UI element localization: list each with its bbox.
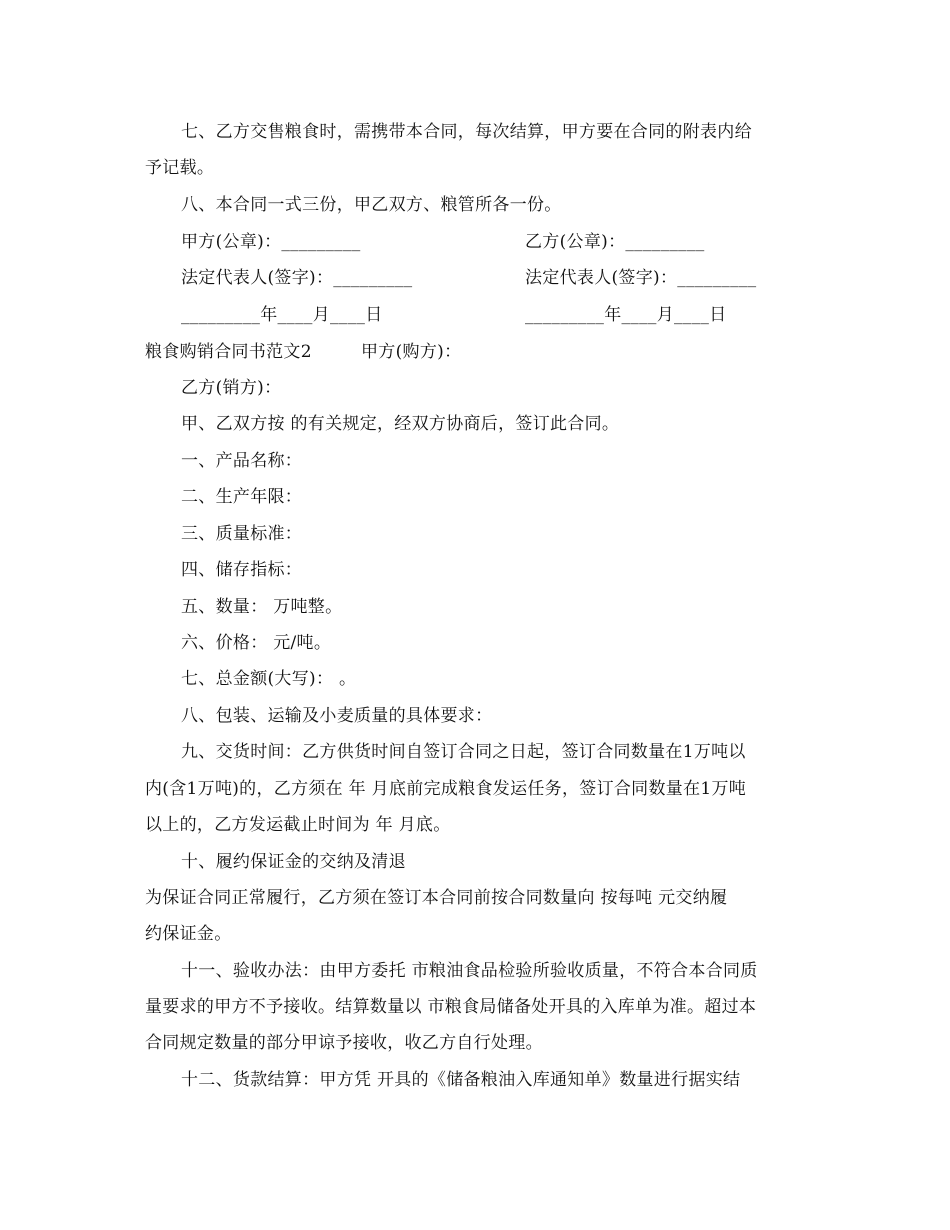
acceptance-line-3: 合同规定数量的部分甲谅予接收，收乙方自行处理。 [145, 1033, 543, 1053]
seller-label: 乙方(销方)： [181, 378, 282, 398]
section-7-line-2: 予记载。 [145, 158, 215, 178]
acceptance-line-1: 十一、验收办法：由甲方委托 市粮油食品检验所验收质量，不符合本合同质 [181, 961, 758, 981]
contract-intro: 甲、乙双方按 的有关规定，经双方协商后，签订此合同。 [181, 414, 620, 434]
item-packaging-requirements: 八、包装、运输及小麦质量的具体要求： [181, 706, 493, 726]
party-a-seal: 甲方(公章)：_________ [181, 232, 361, 252]
party-b-representative: 法定代表人(签字)：_________ [525, 268, 757, 288]
party-a-representative: 法定代表人(签字)：_________ [181, 268, 413, 288]
item-price: 六、价格： 元/吨。 [181, 633, 332, 653]
party-b-date: _________年____月____日 [525, 305, 727, 325]
item-total-amount: 七、总金额(大写)： 。 [181, 669, 357, 689]
item-product-name: 一、产品名称： [181, 451, 303, 471]
item-storage-index: 四、储存指标： [181, 560, 303, 580]
section-8: 八、本合同一式三份，甲乙双方、粮管所各一份。 [181, 195, 562, 215]
party-a-date: _________年____月____日 [181, 305, 383, 325]
delivery-line-3: 以上的，乙方发运截止时间为 年 月底。 [145, 815, 451, 835]
contract-2-heading: 粮食购销合同书范文2 [145, 342, 312, 362]
deposit-line-1: 为保证合同正常履行，乙方须在签订本合同前按合同数量向 按每吨 元交纳履 [145, 888, 728, 908]
party-b-seal: 乙方(公章)：_________ [525, 232, 705, 252]
buyer-label: 甲方(购方)： [361, 342, 462, 362]
delivery-line-1: 九、交货时间：乙方供货时间自签订合同之日起，签订合同数量在1万吨以 [181, 742, 746, 762]
section-7-line-1: 七、乙方交售粮食时，需携带本合同，每次结算，甲方要在合同的附表内给 [181, 122, 752, 142]
item-quantity: 五、数量： 万吨整。 [181, 597, 343, 617]
deposit-title: 十、履约保证金的交纳及清退 [181, 852, 406, 872]
delivery-line-2: 内(含1万吨)的，乙方须在 年 月底前完成粮食发运任务，签订合同数量在1万吨 [145, 779, 747, 799]
acceptance-line-2: 量要求的甲方不予接收。结算数量以 市粮食局储备处开具的入库单为准。超过本 [145, 997, 757, 1017]
item-quality-standard: 三、质量标准： [181, 524, 303, 544]
payment-line-1: 十二、货款结算：甲方凭 开具的《储备粮油入库通知单》数量进行据实结 [181, 1070, 741, 1090]
item-production-year: 二、生产年限： [181, 487, 303, 507]
deposit-line-2: 约保证金。 [145, 924, 232, 944]
